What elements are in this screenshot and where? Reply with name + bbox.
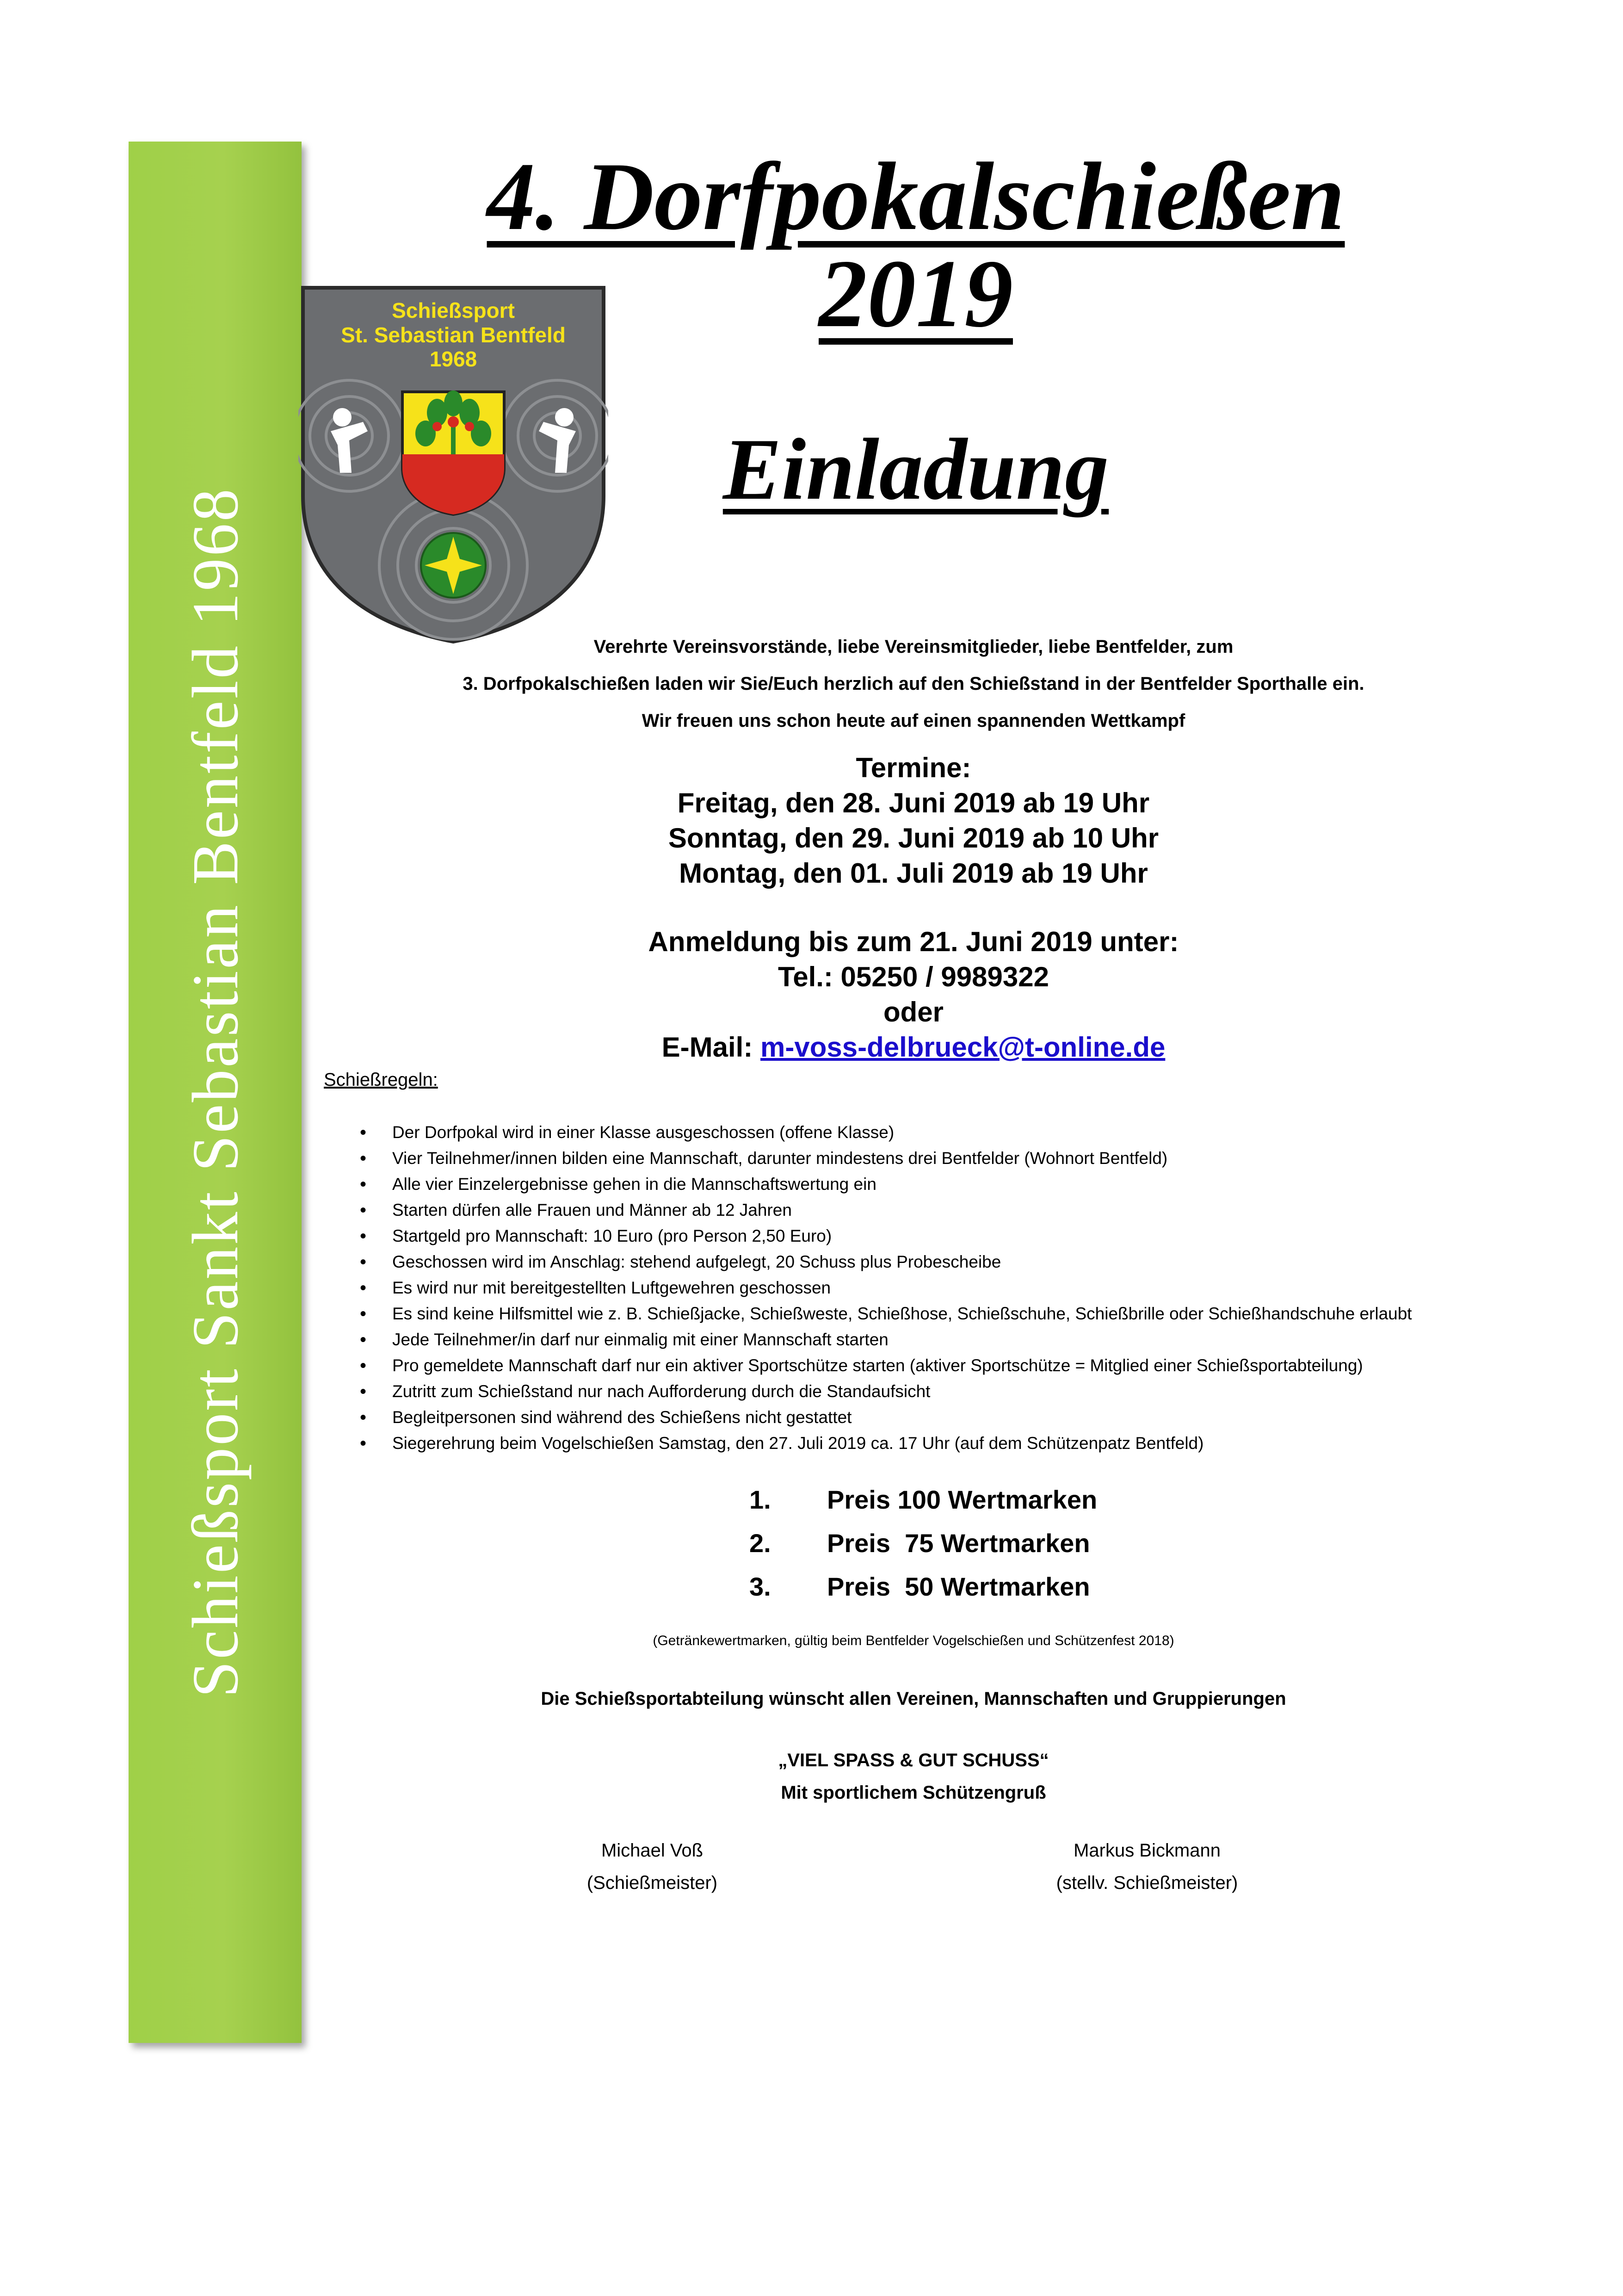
registration-email-row <box>532 1030 1295 1065</box>
prize-row <box>749 1478 1097 1522</box>
page-title: 4. Dorfpokalschießen 2019 <box>487 143 1345 347</box>
signature-name: Michael Voß <box>601 1840 704 1861</box>
prize-number: 1. <box>749 1485 771 1514</box>
termine-heading: Termine: <box>856 752 971 783</box>
signature-name: Markus Bickmann <box>1074 1840 1221 1861</box>
registration-heading: Anmeldung bis zum 21. Juni 2019 unter: <box>648 926 1179 957</box>
list-item: • Startgeld pro Mannschaft: 10 Euro (pro Person 2,50 Euro) <box>352 1223 1554 1249</box>
list-item: • Siegerehrung beim Vogelschießen Samstag, den 27. Juli 2019 ca. 17 Uhr (auf dem Schützenpatz Bentfeld) <box>352 1430 1554 1456</box>
prize-number: 3. <box>749 1572 771 1601</box>
termine-block <box>532 750 1295 891</box>
prize-row <box>749 1565 1097 1609</box>
wish-text: Die Schießsportabteilung wünscht allen Vereinen, Mannschaften und Gruppierungen <box>541 1689 1286 1709</box>
list-item: • Vier Teilnehmer/innen bilden eine Mannschaft, darunter mindestens drei Bentfelder (Wohnort Bentfeld) <box>352 1145 1554 1171</box>
club-crest-logo <box>298 283 608 644</box>
prize-row <box>749 1522 1097 1565</box>
prize-text: Preis 50 Wertmarken <box>827 1572 1090 1601</box>
prize-list <box>749 1478 1097 1609</box>
rules-list <box>352 1120 1554 1456</box>
list-item: • Zutritt zum Schießstand nur nach Aufforderung durch die Standaufsicht <box>352 1379 1554 1405</box>
termine-date: Montag, den 01. Juli 2019 ab 19 Uhr <box>679 858 1148 889</box>
termine-date: Sonntag, den 29. Juni 2019 ab 10 Uhr <box>668 823 1159 854</box>
intro-line-1: Verehrte Vereinsvorstände, liebe Vereinsmitglieder, liebe Bentfelder, zum <box>593 637 1234 657</box>
list-item: • Es sind keine Hilfsmittel wie z. B. Schießjacke, Schießweste, Schießhose, Schießschuhe, Schießbrille oder Schießhandschuhe erlaubt <box>352 1301 1554 1327</box>
list-item: • Pro gemeldete Mannschaft darf nur ein aktiver Sportschütze starten (aktiver Sportschütze = Mitglied einer Schießsportabteilung) <box>352 1353 1554 1379</box>
intro-line-2: 3. Dorfpokalschießen laden wir Sie/Euch herzlich auf den Schießstand in der Bentfelder Sporthalle ein. <box>463 674 1364 694</box>
list-item: • Es wird nur mit bereitgestellten Luftgewehren geschossen <box>352 1275 1554 1301</box>
list-item: • Jede Teilnehmer/in darf nur einmalig mit einer Mannschaft starten <box>352 1327 1554 1353</box>
prize-number: 2. <box>749 1529 771 1558</box>
signature-left <box>490 1834 814 1899</box>
registration-or: oder <box>883 996 944 1027</box>
registration-block <box>532 924 1295 1065</box>
crest-line-1: Schießsport <box>392 298 515 322</box>
prize-note: (Getränkewertmarken, gültig beim Bentfelder Vogelschießen und Schützenfest 2018) <box>653 1633 1174 1648</box>
sidebar-banner <box>129 142 302 2043</box>
list-item: • Starten dürfen alle Frauen und Männer ab 12 Jahren <box>352 1197 1554 1223</box>
invitation-heading: Einladung <box>722 421 1109 518</box>
list-item: • Der Dorfpokal wird in einer Klasse ausgeschossen (offene Klasse) <box>352 1120 1554 1145</box>
email-link[interactable]: m-voss-delbrueck@t-online.de <box>760 1032 1166 1063</box>
crest-line-3: 1968 <box>429 347 477 371</box>
rules-heading: Schießregeln: <box>324 1070 438 1090</box>
email-label: E-Mail: <box>661 1032 753 1063</box>
list-item: • Geschossen wird im Anschlag: stehend aufgelegt, 20 Schuss plus Probescheibe <box>352 1249 1554 1275</box>
intro-line-3: Wir freuen uns schon heute auf einen spannenden Wettkampf <box>642 711 1185 731</box>
signature-role: (stellv. Schießmeister) <box>1056 1873 1238 1893</box>
registration-phone: Tel.: 05250 / 9989322 <box>778 961 1049 992</box>
slogan: „VIEL SPASS & GUT SCHUSS“ <box>778 1750 1049 1770</box>
greeting: Mit sportlichem Schützengruß <box>781 1782 1046 1803</box>
signature-right <box>985 1834 1309 1899</box>
prize-text: Preis 100 Wertmarken <box>827 1485 1098 1514</box>
sidebar-text: Schießsport Sankt Sebastian Bentfeld 1968 <box>179 487 252 1698</box>
signature-role: (Schießmeister) <box>586 1873 718 1893</box>
slogan-block <box>324 1744 1503 1809</box>
crest-line-2: St. Sebastian Bentfeld <box>341 323 566 347</box>
termine-date: Freitag, den 28. Juni 2019 ab 19 Uhr <box>677 787 1150 818</box>
list-item: • Begleitpersonen sind während des Schießens nicht gestattet <box>352 1405 1554 1430</box>
prize-text: Preis 75 Wertmarken <box>827 1529 1090 1558</box>
list-item: • Alle vier Einzelergebnisse gehen in die Mannschaftswertung ein <box>352 1171 1554 1197</box>
